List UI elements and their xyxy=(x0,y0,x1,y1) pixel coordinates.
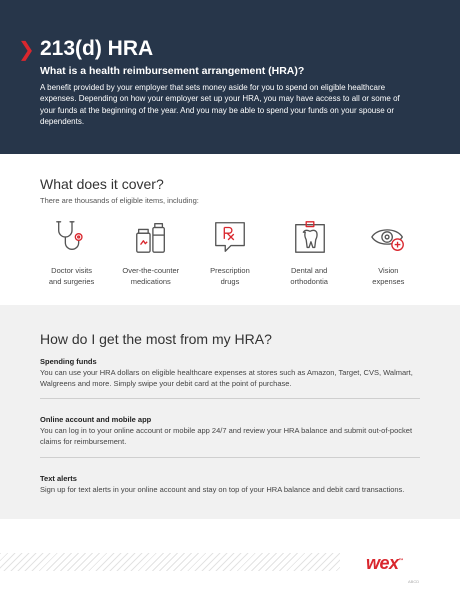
section-heading-alerts: Text alerts xyxy=(40,474,77,483)
label-line: Prescription xyxy=(210,266,250,275)
label-line: expenses xyxy=(372,277,405,286)
page-title: 213(d) HRA xyxy=(40,37,154,60)
divider xyxy=(40,398,420,399)
tooth-icon xyxy=(291,218,329,256)
section-body-online: You can log in to your online account or mobile app 24/7 and review your HRA balance and submit out-of-pocket claims for reimbursement. xyxy=(40,426,413,446)
coverage-item-label xyxy=(349,265,428,287)
coverage-item-vision xyxy=(349,216,428,292)
document-code: ABCD xyxy=(408,579,420,584)
decorative-stripes xyxy=(0,553,340,571)
section-heading-spending: Spending funds xyxy=(40,357,97,366)
coverage-item-label xyxy=(190,265,269,287)
label-line: and surgeries xyxy=(48,277,95,286)
section-body-spending: You can use your HRA dollars on eligible healthcare expenses at stores such as Amazon, Target, CVS, Walmart, Walgreens and more. Simply swipe your debit card at the point of purchase. xyxy=(40,368,413,388)
medications-icon xyxy=(132,218,170,256)
coverage-item-label xyxy=(32,265,111,287)
page-subtitle: What is a health reimbursement arrangement (HRA)? xyxy=(40,65,305,77)
coverage-item-label xyxy=(270,265,349,287)
label-line: drugs xyxy=(220,277,240,286)
prescription-icon xyxy=(211,218,249,256)
label-line: Over-the-counter xyxy=(122,266,180,275)
coverage-item-doctor xyxy=(32,216,111,292)
howto-heading: How do I get the most from my HRA? xyxy=(40,331,272,347)
trademark: ™ xyxy=(398,558,404,564)
coverage-heading: What does it cover? xyxy=(40,176,164,192)
label-line: Dental and xyxy=(291,266,328,275)
coverage-item-prescription xyxy=(190,216,269,292)
logo-text: wex xyxy=(366,553,399,573)
label-line: medications xyxy=(130,277,171,286)
divider xyxy=(40,457,420,458)
chevron-right-icon: ❯ xyxy=(18,39,35,61)
label-line: Doctor visits xyxy=(51,266,93,275)
section-body-alerts: Sign up for text alerts in your online account and stay on top of your HRA balance and debit card transactions. xyxy=(40,485,405,494)
label-line: Vision xyxy=(378,266,399,275)
coverage-item-medications xyxy=(111,216,190,292)
stethoscope-icon xyxy=(53,218,91,256)
coverage-item-dental xyxy=(270,216,349,292)
coverage-items xyxy=(32,216,428,292)
intro-paragraph: A benefit provided by your employer that sets money aside for you to spend on eligible healthcare expenses. Depending on how your employer set up your HRA, you may have access to all or some of your funds at the beginning of the year. And you may be able to spend your funds on your spouse or dependents. xyxy=(40,83,400,126)
coverage-subheading: There are thousands of eligible items, including: xyxy=(40,196,199,205)
eye-icon xyxy=(370,218,408,256)
label-line: orthodontia xyxy=(290,277,328,286)
section-heading-online: Online account and mobile app xyxy=(40,415,152,424)
coverage-item-label xyxy=(111,265,190,287)
wex-logo xyxy=(366,550,403,574)
